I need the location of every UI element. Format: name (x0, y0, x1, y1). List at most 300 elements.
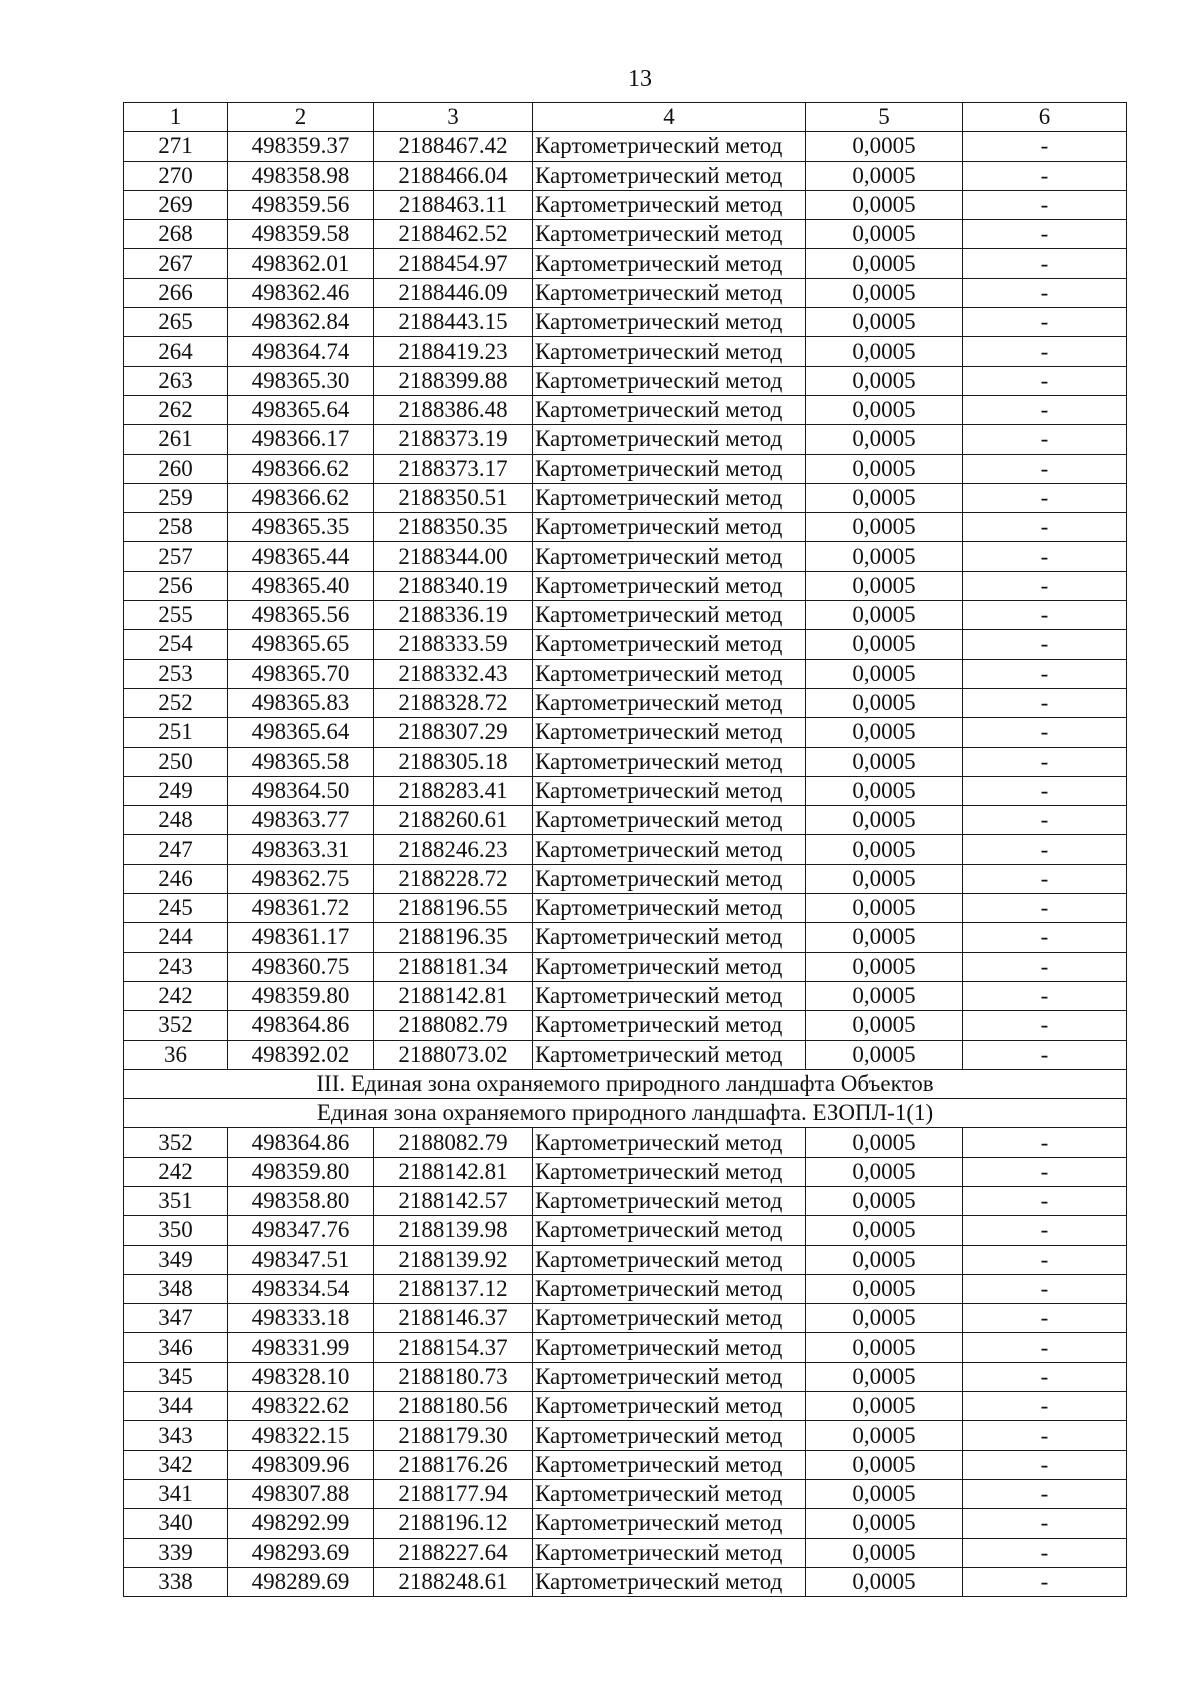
error-cell: 0,0005 (806, 571, 963, 600)
point-number-cell: 263 (124, 366, 228, 395)
method-cell: Картометрический метод (533, 1479, 806, 1508)
y-coordinate-cell: 2188227.64 (374, 1538, 533, 1567)
method-cell: Картометрический метод (533, 1567, 806, 1596)
section-heading: III. Единая зона охраняемого природного ландшафта Объектов (124, 1069, 1127, 1098)
error-cell: 0,0005 (806, 894, 963, 923)
note-cell: - (963, 337, 1127, 366)
error-cell: 0,0005 (806, 688, 963, 717)
x-coordinate-cell: 498365.83 (228, 688, 374, 717)
y-coordinate-cell: 2188260.61 (374, 806, 533, 835)
note-cell: - (963, 835, 1127, 864)
point-number-cell: 351 (124, 1186, 228, 1215)
error-cell: 0,0005 (806, 1274, 963, 1303)
point-number-cell: 255 (124, 601, 228, 630)
y-coordinate-cell: 2188181.34 (374, 952, 533, 981)
point-number-cell: 247 (124, 835, 228, 864)
y-coordinate-cell: 2188340.19 (374, 571, 533, 600)
method-cell: Картометрический метод (533, 630, 806, 659)
error-cell: 0,0005 (806, 806, 963, 835)
y-coordinate-cell: 2188139.98 (374, 1216, 533, 1245)
error-cell: 0,0005 (806, 1011, 963, 1040)
table-row (124, 630, 1127, 659)
header-cell-1: 1 (124, 103, 228, 132)
note-cell: - (963, 601, 1127, 630)
point-number-cell: 352 (124, 1011, 228, 1040)
note-cell: - (963, 1333, 1127, 1362)
section-subheading: Единая зона охраняемого природного ландшафта. ЕЗОПЛ-1(1) (124, 1099, 1127, 1128)
error-cell: 0,0005 (806, 1509, 963, 1538)
note-cell: - (963, 923, 1127, 952)
table-row (124, 601, 1127, 630)
point-number-cell: 252 (124, 688, 228, 717)
y-coordinate-cell: 2188082.79 (374, 1011, 533, 1040)
x-coordinate-cell: 498347.51 (228, 1245, 374, 1274)
y-coordinate-cell: 2188446.09 (374, 278, 533, 307)
point-number-cell: 248 (124, 806, 228, 835)
method-cell: Картометрический метод (533, 806, 806, 835)
x-coordinate-cell: 498307.88 (228, 1479, 374, 1508)
point-number-cell: 256 (124, 571, 228, 600)
method-cell: Картометрический метод (533, 1245, 806, 1274)
point-number-cell: 253 (124, 659, 228, 688)
y-coordinate-cell: 2188180.56 (374, 1392, 533, 1421)
method-cell: Картометрический метод (533, 366, 806, 395)
y-coordinate-cell: 2188179.30 (374, 1421, 533, 1450)
note-cell: - (963, 981, 1127, 1010)
error-cell: 0,0005 (806, 835, 963, 864)
x-coordinate-cell: 498365.65 (228, 630, 374, 659)
point-number-cell: 261 (124, 425, 228, 454)
error-cell: 0,0005 (806, 513, 963, 542)
x-coordinate-cell: 498359.37 (228, 132, 374, 161)
table-row (124, 395, 1127, 424)
y-coordinate-cell: 2188399.88 (374, 366, 533, 395)
error-cell: 0,0005 (806, 923, 963, 952)
x-coordinate-cell: 498365.40 (228, 571, 374, 600)
x-coordinate-cell: 498360.75 (228, 952, 374, 981)
error-cell: 0,0005 (806, 1157, 963, 1186)
y-coordinate-cell: 2188307.29 (374, 718, 533, 747)
y-coordinate-cell: 2188196.35 (374, 923, 533, 952)
point-number-cell: 244 (124, 923, 228, 952)
error-cell: 0,0005 (806, 395, 963, 424)
point-number-cell: 271 (124, 132, 228, 161)
x-coordinate-cell: 498358.80 (228, 1186, 374, 1215)
table-body (124, 103, 1127, 1597)
note-cell: - (963, 1040, 1127, 1069)
error-cell: 0,0005 (806, 1216, 963, 1245)
x-coordinate-cell: 498331.99 (228, 1333, 374, 1362)
table-row (124, 1479, 1127, 1508)
y-coordinate-cell: 2188180.73 (374, 1362, 533, 1391)
y-coordinate-cell: 2188228.72 (374, 864, 533, 893)
note-cell: - (963, 1509, 1127, 1538)
y-coordinate-cell: 2188328.72 (374, 688, 533, 717)
note-cell: - (963, 161, 1127, 190)
y-coordinate-cell: 2188350.51 (374, 483, 533, 512)
method-cell: Картометрический метод (533, 425, 806, 454)
table-row (124, 1567, 1127, 1596)
note-cell: - (963, 1479, 1127, 1508)
table-row (124, 1538, 1127, 1567)
y-coordinate-cell: 2188467.42 (374, 132, 533, 161)
point-number-cell: 250 (124, 747, 228, 776)
note-cell: - (963, 1157, 1127, 1186)
method-cell: Картометрический метод (533, 337, 806, 366)
method-cell: Картометрический метод (533, 952, 806, 981)
method-cell: Картометрический метод (533, 1538, 806, 1567)
point-number-cell: 267 (124, 249, 228, 278)
method-cell: Картометрический метод (533, 747, 806, 776)
method-cell: Картометрический метод (533, 601, 806, 630)
point-number-cell: 36 (124, 1040, 228, 1069)
y-coordinate-cell: 2188373.17 (374, 454, 533, 483)
table-row (124, 337, 1127, 366)
point-number-cell: 349 (124, 1245, 228, 1274)
method-cell: Картометрический метод (533, 1040, 806, 1069)
error-cell: 0,0005 (806, 1186, 963, 1215)
note-cell: - (963, 395, 1127, 424)
error-cell: 0,0005 (806, 601, 963, 630)
table-row (124, 1362, 1127, 1391)
method-cell: Картометрический метод (533, 1157, 806, 1186)
table-row (124, 1392, 1127, 1421)
note-cell: - (963, 1421, 1127, 1450)
y-coordinate-cell: 2188137.12 (374, 1274, 533, 1303)
x-coordinate-cell: 498364.86 (228, 1128, 374, 1157)
x-coordinate-cell: 498309.96 (228, 1450, 374, 1479)
table-row (124, 571, 1127, 600)
x-coordinate-cell: 498361.72 (228, 894, 374, 923)
table-row (124, 923, 1127, 952)
y-coordinate-cell: 2188154.37 (374, 1333, 533, 1362)
y-coordinate-cell: 2188142.57 (374, 1186, 533, 1215)
table-row (124, 776, 1127, 805)
method-cell: Картометрический метод (533, 395, 806, 424)
error-cell: 0,0005 (806, 337, 963, 366)
error-cell: 0,0005 (806, 132, 963, 161)
table-row (124, 132, 1127, 161)
y-coordinate-cell: 2188333.59 (374, 630, 533, 659)
table-row (124, 249, 1127, 278)
note-cell: - (963, 483, 1127, 512)
x-coordinate-cell: 498361.17 (228, 923, 374, 952)
note-cell: - (963, 220, 1127, 249)
note-cell: - (963, 571, 1127, 600)
x-coordinate-cell: 498364.74 (228, 337, 374, 366)
method-cell: Картометрический метод (533, 1186, 806, 1215)
point-number-cell: 259 (124, 483, 228, 512)
error-cell: 0,0005 (806, 981, 963, 1010)
table-row (124, 835, 1127, 864)
note-cell: - (963, 806, 1127, 835)
note-cell: - (963, 718, 1127, 747)
note-cell: - (963, 542, 1127, 571)
point-number-cell: 254 (124, 630, 228, 659)
method-cell: Картометрический метод (533, 220, 806, 249)
error-cell: 0,0005 (806, 190, 963, 219)
error-cell: 0,0005 (806, 1362, 963, 1391)
point-number-cell: 242 (124, 981, 228, 1010)
point-number-cell: 339 (124, 1538, 228, 1567)
y-coordinate-cell: 2188336.19 (374, 601, 533, 630)
table-row (124, 220, 1127, 249)
method-cell: Картометрический метод (533, 249, 806, 278)
error-cell: 0,0005 (806, 1538, 963, 1567)
table-row (124, 659, 1127, 688)
point-number-cell: 265 (124, 308, 228, 337)
error-cell: 0,0005 (806, 483, 963, 512)
method-cell: Картометрический метод (533, 1333, 806, 1362)
error-cell: 0,0005 (806, 864, 963, 893)
x-coordinate-cell: 498322.62 (228, 1392, 374, 1421)
point-number-cell: 268 (124, 220, 228, 249)
x-coordinate-cell: 498333.18 (228, 1304, 374, 1333)
table-row (124, 366, 1127, 395)
error-cell: 0,0005 (806, 308, 963, 337)
y-coordinate-cell: 2188177.94 (374, 1479, 533, 1508)
note-cell: - (963, 190, 1127, 219)
table-row (124, 981, 1127, 1010)
note-cell: - (963, 1128, 1127, 1157)
note-cell: - (963, 1216, 1127, 1245)
point-number-cell: 242 (124, 1157, 228, 1186)
point-number-cell: 342 (124, 1450, 228, 1479)
note-cell: - (963, 864, 1127, 893)
note-cell: - (963, 630, 1127, 659)
point-number-cell: 343 (124, 1421, 228, 1450)
error-cell: 0,0005 (806, 1392, 963, 1421)
point-number-cell: 246 (124, 864, 228, 893)
error-cell: 0,0005 (806, 1304, 963, 1333)
table-row (124, 1509, 1127, 1538)
note-cell: - (963, 513, 1127, 542)
point-number-cell: 264 (124, 337, 228, 366)
x-coordinate-cell: 498365.70 (228, 659, 374, 688)
method-cell: Картометрический метод (533, 1421, 806, 1450)
header-cell-2: 2 (228, 103, 374, 132)
point-number-cell: 243 (124, 952, 228, 981)
table-row (124, 1304, 1127, 1333)
error-cell: 0,0005 (806, 1245, 963, 1274)
x-coordinate-cell: 498362.75 (228, 864, 374, 893)
table-row (124, 308, 1127, 337)
method-cell: Картометрический метод (533, 542, 806, 571)
note-cell: - (963, 249, 1127, 278)
note-cell: - (963, 747, 1127, 776)
table-row (124, 542, 1127, 571)
error-cell: 0,0005 (806, 454, 963, 483)
x-coordinate-cell: 498364.86 (228, 1011, 374, 1040)
note-cell: - (963, 425, 1127, 454)
x-coordinate-cell: 498365.64 (228, 718, 374, 747)
method-cell: Картометрический метод (533, 894, 806, 923)
error-cell: 0,0005 (806, 542, 963, 571)
error-cell: 0,0005 (806, 249, 963, 278)
table-row (124, 425, 1127, 454)
y-coordinate-cell: 2188454.97 (374, 249, 533, 278)
point-number-cell: 257 (124, 542, 228, 571)
x-coordinate-cell: 498366.62 (228, 483, 374, 512)
x-coordinate-cell: 498358.98 (228, 161, 374, 190)
method-cell: Картометрический метод (533, 190, 806, 219)
note-cell: - (963, 132, 1127, 161)
error-cell: 0,0005 (806, 776, 963, 805)
note-cell: - (963, 1567, 1127, 1596)
x-coordinate-cell: 498366.62 (228, 454, 374, 483)
point-number-cell: 338 (124, 1567, 228, 1596)
x-coordinate-cell: 498347.76 (228, 1216, 374, 1245)
error-cell: 0,0005 (806, 659, 963, 688)
y-coordinate-cell: 2188466.04 (374, 161, 533, 190)
table-row (124, 1128, 1127, 1157)
y-coordinate-cell: 2188462.52 (374, 220, 533, 249)
note-cell: - (963, 1450, 1127, 1479)
note-cell: - (963, 1362, 1127, 1391)
point-number-cell: 249 (124, 776, 228, 805)
point-number-cell: 258 (124, 513, 228, 542)
note-cell: - (963, 1245, 1127, 1274)
note-cell: - (963, 1011, 1127, 1040)
table-row (124, 718, 1127, 747)
method-cell: Картометрический метод (533, 278, 806, 307)
note-cell: - (963, 1538, 1127, 1567)
method-cell: Картометрический метод (533, 864, 806, 893)
point-number-cell: 266 (124, 278, 228, 307)
note-cell: - (963, 454, 1127, 483)
table-row (124, 278, 1127, 307)
table-row (124, 161, 1127, 190)
error-cell: 0,0005 (806, 630, 963, 659)
table-row (124, 864, 1127, 893)
y-coordinate-cell: 2188142.81 (374, 981, 533, 1010)
point-number-cell: 348 (124, 1274, 228, 1303)
note-cell: - (963, 659, 1127, 688)
method-cell: Картометрический метод (533, 718, 806, 747)
method-cell: Картометрический метод (533, 132, 806, 161)
note-cell: - (963, 688, 1127, 717)
error-cell: 0,0005 (806, 1128, 963, 1157)
note-cell: - (963, 1392, 1127, 1421)
method-cell: Картометрический метод (533, 571, 806, 600)
y-coordinate-cell: 2188332.43 (374, 659, 533, 688)
page-number: 13 (628, 66, 652, 92)
x-coordinate-cell: 498366.17 (228, 425, 374, 454)
error-cell: 0,0005 (806, 220, 963, 249)
table-row (124, 688, 1127, 717)
table-row (124, 1450, 1127, 1479)
method-cell: Картометрический метод (533, 513, 806, 542)
x-coordinate-cell: 498292.99 (228, 1509, 374, 1538)
table-row (124, 1157, 1127, 1186)
header-row (124, 103, 1127, 132)
x-coordinate-cell: 498322.15 (228, 1421, 374, 1450)
y-coordinate-cell: 2188283.41 (374, 776, 533, 805)
y-coordinate-cell: 2188305.18 (374, 747, 533, 776)
method-cell: Картометрический метод (533, 1128, 806, 1157)
section-heading-row (124, 1069, 1127, 1098)
y-coordinate-cell: 2188344.00 (374, 542, 533, 571)
coordinates-table (123, 102, 1127, 1597)
x-coordinate-cell: 498392.02 (228, 1040, 374, 1069)
y-coordinate-cell: 2188246.23 (374, 835, 533, 864)
note-cell: - (963, 1274, 1127, 1303)
point-number-cell: 352 (124, 1128, 228, 1157)
x-coordinate-cell: 498359.58 (228, 220, 374, 249)
x-coordinate-cell: 498359.56 (228, 190, 374, 219)
table-row (124, 894, 1127, 923)
y-coordinate-cell: 2188139.92 (374, 1245, 533, 1274)
x-coordinate-cell: 498362.46 (228, 278, 374, 307)
method-cell: Картометрический метод (533, 688, 806, 717)
point-number-cell: 269 (124, 190, 228, 219)
table-row (124, 483, 1127, 512)
point-number-cell: 270 (124, 161, 228, 190)
table-row (124, 513, 1127, 542)
y-coordinate-cell: 2188176.26 (374, 1450, 533, 1479)
point-number-cell: 344 (124, 1392, 228, 1421)
x-coordinate-cell: 498365.64 (228, 395, 374, 424)
x-coordinate-cell: 498365.58 (228, 747, 374, 776)
x-coordinate-cell: 498362.84 (228, 308, 374, 337)
method-cell: Картометрический метод (533, 1274, 806, 1303)
error-cell: 0,0005 (806, 1040, 963, 1069)
x-coordinate-cell: 498365.44 (228, 542, 374, 571)
error-cell: 0,0005 (806, 1421, 963, 1450)
section-subheading-row (124, 1099, 1127, 1128)
table-row (124, 1040, 1127, 1069)
method-cell: Картометрический метод (533, 1216, 806, 1245)
x-coordinate-cell: 498364.50 (228, 776, 374, 805)
y-coordinate-cell: 2188082.79 (374, 1128, 533, 1157)
note-cell: - (963, 776, 1127, 805)
table-row (124, 1274, 1127, 1303)
point-number-cell: 245 (124, 894, 228, 923)
method-cell: Картометрический метод (533, 776, 806, 805)
point-number-cell: 262 (124, 395, 228, 424)
x-coordinate-cell: 498328.10 (228, 1362, 374, 1391)
error-cell: 0,0005 (806, 278, 963, 307)
table-row (124, 190, 1127, 219)
note-cell: - (963, 278, 1127, 307)
x-coordinate-cell: 498359.80 (228, 1157, 374, 1186)
x-coordinate-cell: 498362.01 (228, 249, 374, 278)
method-cell: Картометрический метод (533, 923, 806, 952)
method-cell: Картометрический метод (533, 308, 806, 337)
header-cell-3: 3 (374, 103, 533, 132)
table-row (124, 806, 1127, 835)
x-coordinate-cell: 498334.54 (228, 1274, 374, 1303)
y-coordinate-cell: 2188386.48 (374, 395, 533, 424)
y-coordinate-cell: 2188350.35 (374, 513, 533, 542)
note-cell: - (963, 894, 1127, 923)
method-cell: Картометрический метод (533, 659, 806, 688)
error-cell: 0,0005 (806, 1479, 963, 1508)
y-coordinate-cell: 2188248.61 (374, 1567, 533, 1596)
y-coordinate-cell: 2188373.19 (374, 425, 533, 454)
point-number-cell: 347 (124, 1304, 228, 1333)
table-row (124, 1011, 1127, 1040)
error-cell: 0,0005 (806, 747, 963, 776)
method-cell: Картометрический метод (533, 1392, 806, 1421)
point-number-cell: 346 (124, 1333, 228, 1362)
y-coordinate-cell: 2188073.02 (374, 1040, 533, 1069)
point-number-cell: 340 (124, 1509, 228, 1538)
y-coordinate-cell: 2188443.15 (374, 308, 533, 337)
error-cell: 0,0005 (806, 718, 963, 747)
error-cell: 0,0005 (806, 1450, 963, 1479)
error-cell: 0,0005 (806, 425, 963, 454)
